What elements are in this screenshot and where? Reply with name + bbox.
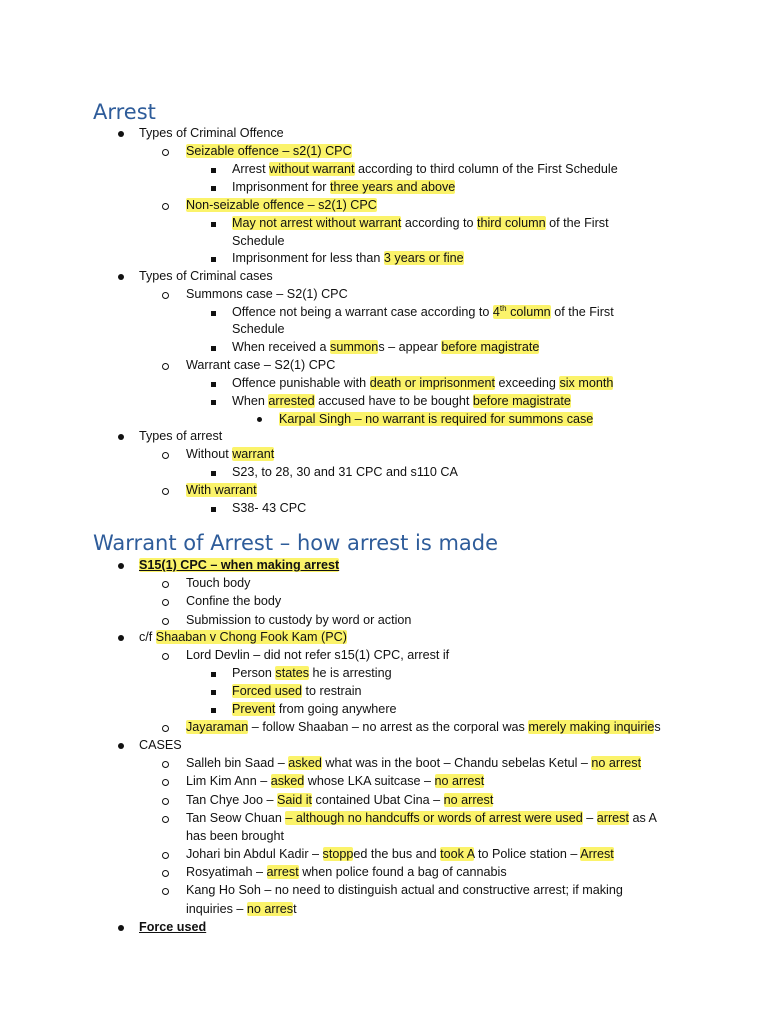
bullet-circle	[162, 779, 169, 786]
bullet-square	[211, 507, 216, 512]
list-item: Confine the body	[186, 594, 282, 608]
list-item: Person states he is arresting	[232, 666, 392, 680]
heading-warrant-of-arrest: Warrant of Arrest – how arrest is made	[93, 531, 499, 555]
bullet-dot-small	[257, 417, 262, 422]
bullet-dot	[118, 635, 124, 641]
bullet-circle	[162, 888, 169, 895]
list-item-continued: Schedule	[232, 234, 285, 248]
list-item: Non-seizable offence – s2(1) CPC	[186, 198, 377, 212]
bullet-circle	[162, 149, 169, 156]
list-item: Arrest without warrant according to third column of the First Schedule	[232, 162, 618, 176]
bullet-circle	[162, 870, 169, 877]
bullet-circle	[162, 653, 169, 660]
bullet-dot	[118, 563, 124, 569]
bullet-circle	[162, 618, 169, 625]
list-item: Without warrant	[186, 447, 275, 461]
bullet-square	[211, 346, 216, 351]
list-item: S23, to 28, 30 and 31 CPC and s110 CA	[232, 465, 458, 479]
list-item: Warrant case – S2(1) CPC	[186, 358, 336, 372]
list-item: Prevent from going anywhere	[232, 702, 397, 716]
list-item: CASES	[139, 738, 182, 752]
bullet-square	[211, 222, 216, 227]
list-item: Johari bin Abdul Kadir – stopped the bus and took A to Police station – Arrest	[186, 847, 614, 861]
list-item: Summons case – S2(1) CPC	[186, 287, 348, 301]
list-item: c/f Shaaban v Chong Fook Kam (PC)	[139, 630, 347, 644]
list-item: S38- 43 CPC	[232, 501, 307, 515]
list-item: When arrested accused have to be bought before magistrate	[232, 394, 571, 408]
bullet-square	[211, 311, 216, 316]
bullet-dot	[118, 925, 124, 931]
bullet-circle	[162, 798, 169, 805]
list-item: Rosyatimah – arrest when police found a bag of cannabis	[186, 865, 507, 879]
list-item: Seizable offence – s2(1) CPC	[186, 144, 352, 158]
list-item: Touch body	[186, 576, 251, 590]
bullet-dot	[118, 743, 124, 749]
bullet-circle	[162, 363, 169, 370]
list-item-continued: Schedule	[232, 322, 285, 336]
list-item-continued: has been brought	[186, 829, 285, 843]
list-item: Imprisonment for three years and above	[232, 180, 456, 194]
list-item: Lord Devlin – did not refer s15(1) CPC, arrest if	[186, 648, 450, 662]
heading-arrest: Arrest	[93, 100, 156, 124]
bullet-square	[211, 257, 216, 262]
bullet-dot	[118, 434, 124, 440]
bullet-dot	[118, 274, 124, 280]
list-item: Kang Ho Soh – no need to distinguish actual and constructive arrest; if making	[186, 883, 623, 897]
list-item: Offence not being a warrant case according to 4th column of the First	[232, 303, 614, 319]
bullet-circle	[162, 599, 169, 606]
bullet-square	[211, 708, 216, 713]
bullet-square	[211, 672, 216, 677]
bullet-square	[211, 471, 216, 476]
list-item: Offence punishable with death or imprisonment exceeding six month	[232, 376, 614, 390]
list-item: With warrant	[186, 483, 257, 497]
list-item: Submission to custody by word or action	[186, 613, 412, 627]
bullet-circle	[162, 452, 169, 459]
bullet-circle	[162, 292, 169, 299]
bullet-circle	[162, 852, 169, 859]
list-item: When received a summons – appear before magistrate	[232, 340, 540, 354]
bullet-circle	[162, 203, 169, 210]
list-item: Imprisonment for less than 3 years or fine	[232, 251, 464, 265]
list-item: May not arrest without warrant according to third column of the First	[232, 216, 609, 230]
bullet-circle	[162, 581, 169, 588]
bullet-circle	[162, 816, 169, 823]
list-item: Salleh bin Saad – asked what was in the boot – Chandu sebelas Ketul – no arrest	[186, 756, 642, 770]
bullet-circle	[162, 761, 169, 768]
list-item: Types of arrest	[139, 429, 223, 443]
bullet-square	[211, 168, 216, 173]
bullet-circle	[162, 725, 169, 732]
list-item: S15(1) CPC – when making arrest	[139, 558, 340, 572]
list-item: Types of Criminal Offence	[139, 126, 284, 140]
list-item: Types of Criminal cases	[139, 269, 273, 283]
bullet-circle	[162, 488, 169, 495]
bullet-square	[211, 690, 216, 695]
list-item: Lim Kim Ann – asked whose LKA suitcase – no arrest	[186, 774, 485, 788]
bullet-square	[211, 400, 216, 405]
bullet-square	[211, 382, 216, 387]
list-item: Karpal Singh – no warrant is required for summons case	[279, 412, 594, 426]
list-item: Tan Chye Joo – Said it contained Ubat Cina – no arrest	[186, 793, 494, 807]
list-item: Tan Seow Chuan – although no handcuffs or words of arrest were used – arrest as A	[186, 811, 657, 825]
bullet-square	[211, 186, 216, 191]
list-item: Force used	[139, 920, 207, 934]
list-item: Forced used to restrain	[232, 684, 362, 698]
bullet-dot	[118, 131, 124, 137]
list-item: Jayaraman – follow Shaaban – no arrest as the corporal was merely making inquiries	[186, 720, 661, 734]
list-item-continued: inquiries – no arrest	[186, 902, 297, 916]
